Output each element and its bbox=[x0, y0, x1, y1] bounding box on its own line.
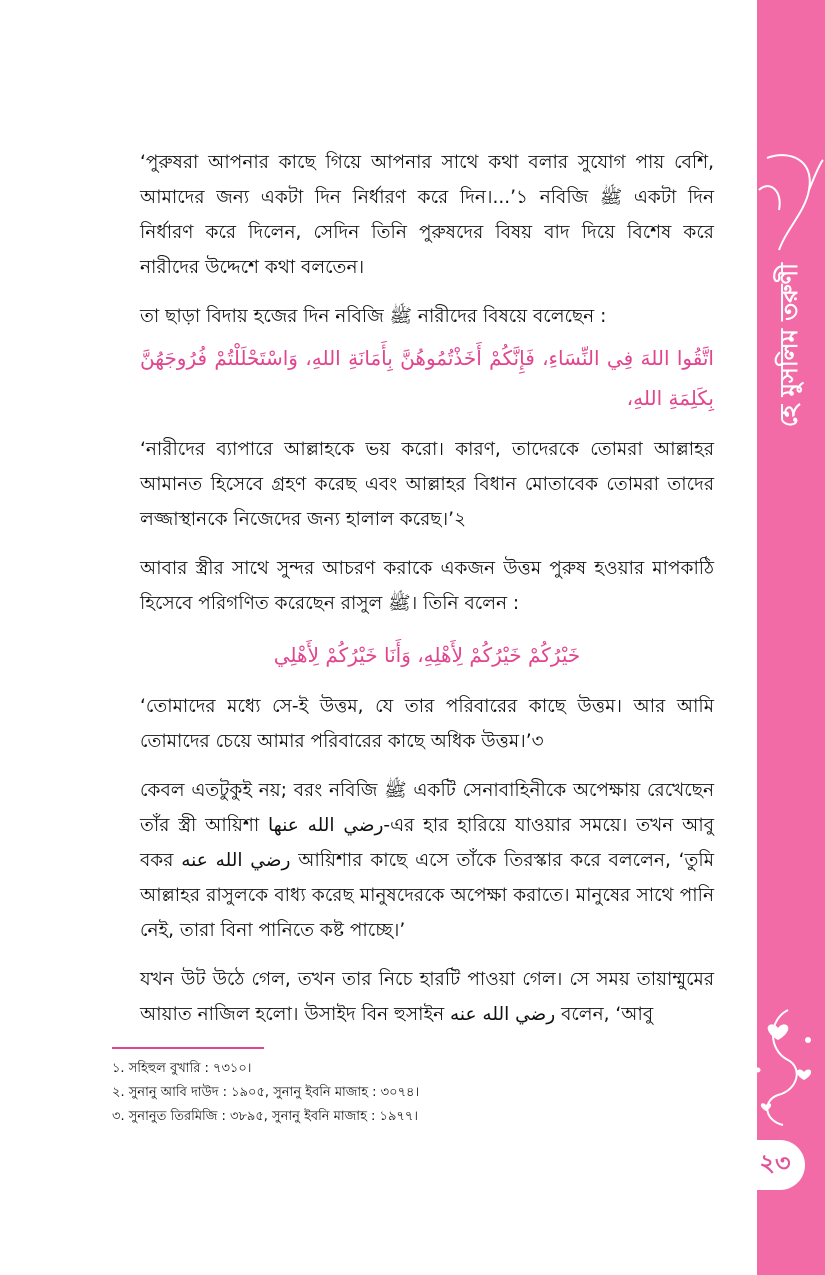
page-number-badge bbox=[745, 1140, 805, 1190]
footnotes bbox=[112, 1047, 712, 1129]
arabic-quote-1: اتَّقُوا اللهَ فِي النِّسَاءِ، فَإِنَّكُمْ أَخَذْتُمُوهُنَّ بِأَمَانَةِ اللهِ، وَاسْتَحْلَلْتُمْ فُرُوجَهُنَّ بِكَلِمَةِ اللهِ، bbox=[140, 346, 714, 410]
paragraph-6: কেবল এতটুকুই নয়; বরং নবিজি ﷺ একটি সেনাবাহিনীকে অপেক্ষায় রেখেছেন তাঁর স্ত্রী আয়িশা رضي الله عنها-এর হার হারিয়ে যাওয়ার সময়ে। তখন আবু বকর رضي الله عنه আয়িশার কাছে এসে তাঁকে তিরস্কার করে বললেন, ‘তুমি আল্লাহর রাসুলকে বাধ্য করেছ মানুষদেরকে অপেক্ষা করাতে। মানুষের সাথে পানি নেই, তারা বিনা পানিতে কষ্ট পাচ্ছে।’ bbox=[140, 780, 714, 941]
paragraph-7: যখন উট উঠে গেল, তখন তার নিচে হারটি পাওয়া গেল। সে সময় তায়াম্মুমের আয়াত নাজিল হলো। উসাইদ বিন হুসাইন رضي الله عنه বলেন, ‘আবু bbox=[140, 969, 714, 1025]
footnote-1: ১. সহিহুল বুখারি : ৭৩১০। bbox=[112, 1061, 252, 1076]
main-content bbox=[140, 145, 714, 1046]
page-number: ২৩ bbox=[759, 1149, 791, 1177]
paragraph-1: ‘পুরুষরা আপনার কাছে গিয়ে আপনার সাথে কথা বলার সুযোগ পায় বেশি, আমাদের জন্য একটা দিন নির্ধারণ করে দিন।...’১ নবিজি ﷺ একটা দিন নির্ধারণ করে দিলেন, সেদিন তিনি পুরুষদের বিষয় বাদ দিয়ে বিশেষ করে নারীদের উদ্দেশে কথা বলতেন। bbox=[140, 152, 715, 278]
paragraph-3: ‘নারীদের ব্যাপারে আল্লাহকে ভয় করো। কারণ, তাদেরকে তোমরা আল্লাহর আমানত হিসেবে গ্রহণ করেছ এবং আল্লাহর বিধান মোতাবেক তোমরা তাদের লজ্জাস্থানকে নিজেদের জন্য হালাল করেছ।’২ bbox=[140, 439, 714, 530]
paragraph-4: আবার স্ত্রীর সাথে সুন্দর আচরণ করাকে একজন উত্তম পুরুষ হওয়ার মাপকাঠি হিসেবে পরিগণিত করেছেন রাসুল ﷺ। তিনি বলেন : bbox=[140, 558, 714, 614]
paragraph-2: তা ছাড়া বিদায় হজের দিন নবিজি ﷺ নারীদের বিষয়ে বলেছেন : bbox=[140, 306, 607, 327]
arabic-quote-2: خَيْرُكُمْ خَيْرُكُمْ لِأَهْلِهِ، وَأَنَا خَيْرُكُمْ لِأَهْلِي bbox=[273, 643, 581, 667]
paragraph-5: ‘তোমাদের মধ্যে সে-ই উত্তম, যে তার পরিবারের কাছে উত্তম। আর আমি তোমাদের চেয়ে আমার পরিবারের কাছে অধিক উত্তম।’৩ bbox=[140, 696, 714, 752]
footnote-3: ৩. সুনানুত তিরমিজি : ৩৮৯৫, সুনানু ইবনি মাজাহ : ১৯৭৭। bbox=[112, 1109, 418, 1124]
footnote-divider bbox=[112, 1047, 264, 1049]
footnote-2: ২. সুনানু আবি দাউদ : ১৯০৫, সুনানু ইবনি মাজাহ : ৩০৭৪। bbox=[112, 1085, 420, 1100]
flourish-hearts-icon bbox=[748, 1000, 825, 1140]
book-title: হে মুসলিম তরুণী bbox=[775, 262, 803, 428]
